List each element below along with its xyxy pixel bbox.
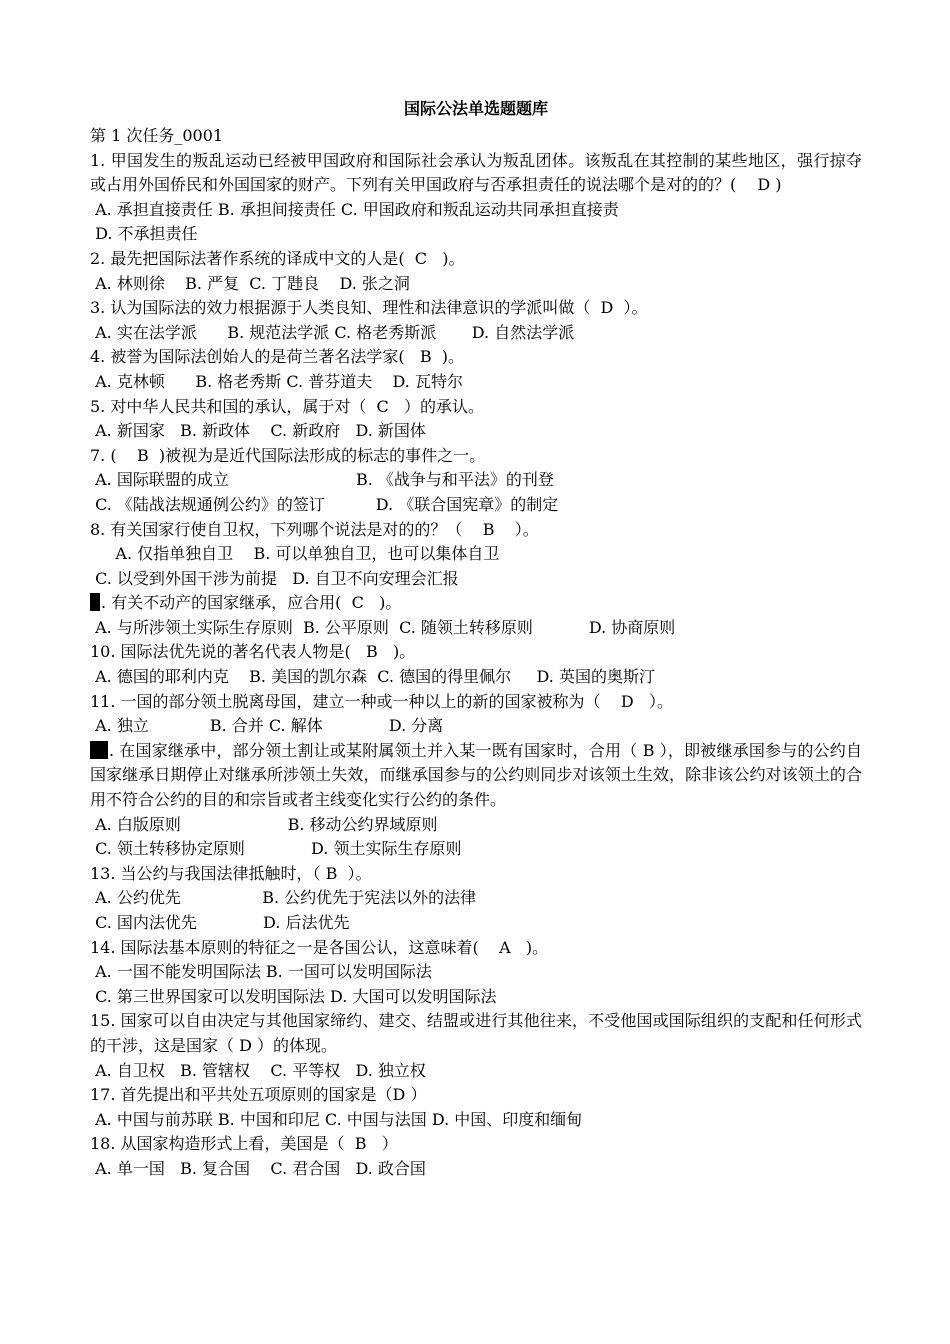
question-15-options: A. 自卫权 B. 管辖权 C. 平等权 D. 独立权 bbox=[90, 1060, 426, 1080]
question-3-options: A. 实在法学派 B. 规范法学派 C. 格老秀斯派 D. 自然法学派 bbox=[90, 322, 575, 342]
question-7-options: A. 国际联盟的成立 B. 《战争与和平法》的刊登 bbox=[90, 470, 554, 490]
question-14-options: A. 一国不能发明国际法 B. 一国可以发明国际法 bbox=[90, 962, 432, 982]
question-1-options: A. 承担直接责任 B. 承担间接责任 C. 甲国政府和叛乱运动共同承担直接责 bbox=[90, 199, 619, 219]
question-5: 5. 对中华人民共和国的承认，属于对（ C ）的承认。 bbox=[90, 396, 485, 416]
question-12-text: . 在国家继承中，部分领土割让或某附属领土并入某一既有国家时，合用（ B ），即被继承国参与的公约自国家继承日期停止对继承所涉领土失效，而继承国参与的公约则同步对该领土生效，除非该公约对该领土的合用不符合公约的目的和宗旨或者主线变化实行公约的条件。 bbox=[90, 740, 862, 810]
question-2-options: A. 林则徐 B. 严复 C. 丁韪良 D. 张之洞 bbox=[90, 273, 410, 293]
question-3: 3. 认为国际法的效力根据源于人类良知、理性和法律意识的学派叫做（ D ）。 bbox=[90, 298, 648, 318]
question-1-options-cont: D. 不承担责任 bbox=[90, 224, 198, 244]
question-8-options: A. 仅指单独自卫 B. 可以单独自卫，也可以集体自卫 bbox=[90, 544, 500, 564]
question-10-options: A. 德国的耶利内克 B. 美国的凯尔森 C. 德国的得里佩尔 D. 英国的奥斯汀 bbox=[90, 667, 655, 687]
question-12-options-cont: C. 领土转移协定原则 D. 领土实际生存原则 bbox=[90, 839, 462, 859]
question-18-options: A. 单一国 B. 复合国 C. 君合国 D. 政合国 bbox=[90, 1158, 426, 1178]
question-9-text: . 有关不动产的国家继承，应合用( C )。 bbox=[101, 593, 402, 613]
question-4: 4. 被誉为国际法创始人的是荷兰著名法学家( B )。 bbox=[90, 347, 465, 367]
question-15: 15. 国家可以自由决定与其他国家缔约、建交、结盟或进行其他往来，不受他国或国际组织的支配和任何形式的干涉，这是国家（ D ）的体现。 bbox=[90, 1011, 862, 1055]
question-14-options-cont: C. 第三世界国家可以发明国际法 D. 大国可以发明国际法 bbox=[90, 986, 497, 1006]
question-14: 14. 国际法基本原则的特征之一是各国公认，这意味着( A )。 bbox=[90, 937, 549, 957]
redaction-mark bbox=[90, 593, 100, 611]
question-7: 7. ( B )被视为是近代国际法形成的标志的事件之一。 bbox=[90, 445, 486, 465]
question-18: 18. 从国家构造形式上看，美国是（ B ） bbox=[90, 1134, 398, 1154]
document-page bbox=[90, 96, 862, 1182]
question-9 bbox=[90, 591, 862, 616]
question-13: 13. 当公约与我国法律抵触时，（ B ）。 bbox=[90, 863, 372, 883]
question-13-options-cont: C. 国内法优先 D. 后法优先 bbox=[90, 913, 350, 932]
question-11-options: A. 独立 B. 合并 C. 解体 D. 分离 bbox=[90, 716, 444, 736]
question-17-options: A. 中国与前苏联 B. 中国和印尼 C. 中国与法国 D. 中国、印度和缅甸 bbox=[90, 1109, 583, 1129]
question-1: 1. 甲国发生的叛乱运动已经被甲国政府和国际社会承认为叛乱团体。该叛乱在其控制的某些地区，强行掠夺或占用外国侨民和外国国家的财产。下列有关甲国政府与否承担责任的说法哪个是对的的？( D ) bbox=[90, 150, 862, 195]
question-8-options-cont: C. 以受到外国干涉为前提 D. 自卫不向安理会汇报 bbox=[90, 568, 459, 588]
question-13-options: A. 公约优先 B. 公约优先于宪法以外的法律 bbox=[90, 888, 477, 908]
document-title: 国际公法单选题题库 bbox=[403, 99, 548, 118]
question-7-options-cont: C. 《陆战法规通例公约》的签订 D. 《联合国宪章》的制定 bbox=[90, 494, 559, 514]
question-10: 10. 国际法优先说的著名代表人物是( B )。 bbox=[90, 642, 416, 662]
question-2: 2. 最先把国际法著作系统的译成中文的人是( C )。 bbox=[90, 248, 465, 268]
question-11: 11. 一国的部分领土脱离母国，建立一种或一种以上的新的国家被称为（ D ）。 bbox=[90, 691, 673, 711]
task-heading: 第 1 次任务_0001 bbox=[90, 126, 224, 145]
redaction-mark bbox=[90, 741, 108, 759]
question-12 bbox=[90, 739, 862, 813]
question-17: 17. 首先提出和平共处五项原则的国家是（D ） bbox=[90, 1085, 427, 1105]
question-12-options: A. 白版原则 B. 移动公约界域原则 bbox=[90, 814, 438, 834]
question-5-options: A. 新国家 B. 新政体 C. 新政府 D. 新国体 bbox=[90, 421, 426, 441]
question-4-options: A. 克林顿 B. 格老秀斯 C. 普芬道夫 D. 瓦特尔 bbox=[90, 371, 463, 391]
question-8: 8. 有关国家行使自卫权，下列哪个说法是对的的？（ B ）。 bbox=[90, 519, 539, 539]
question-9-options: A. 与所涉领土实际生存原则 B. 公平原则 C. 随领土转移原则 D. 协商原则 bbox=[90, 617, 676, 637]
